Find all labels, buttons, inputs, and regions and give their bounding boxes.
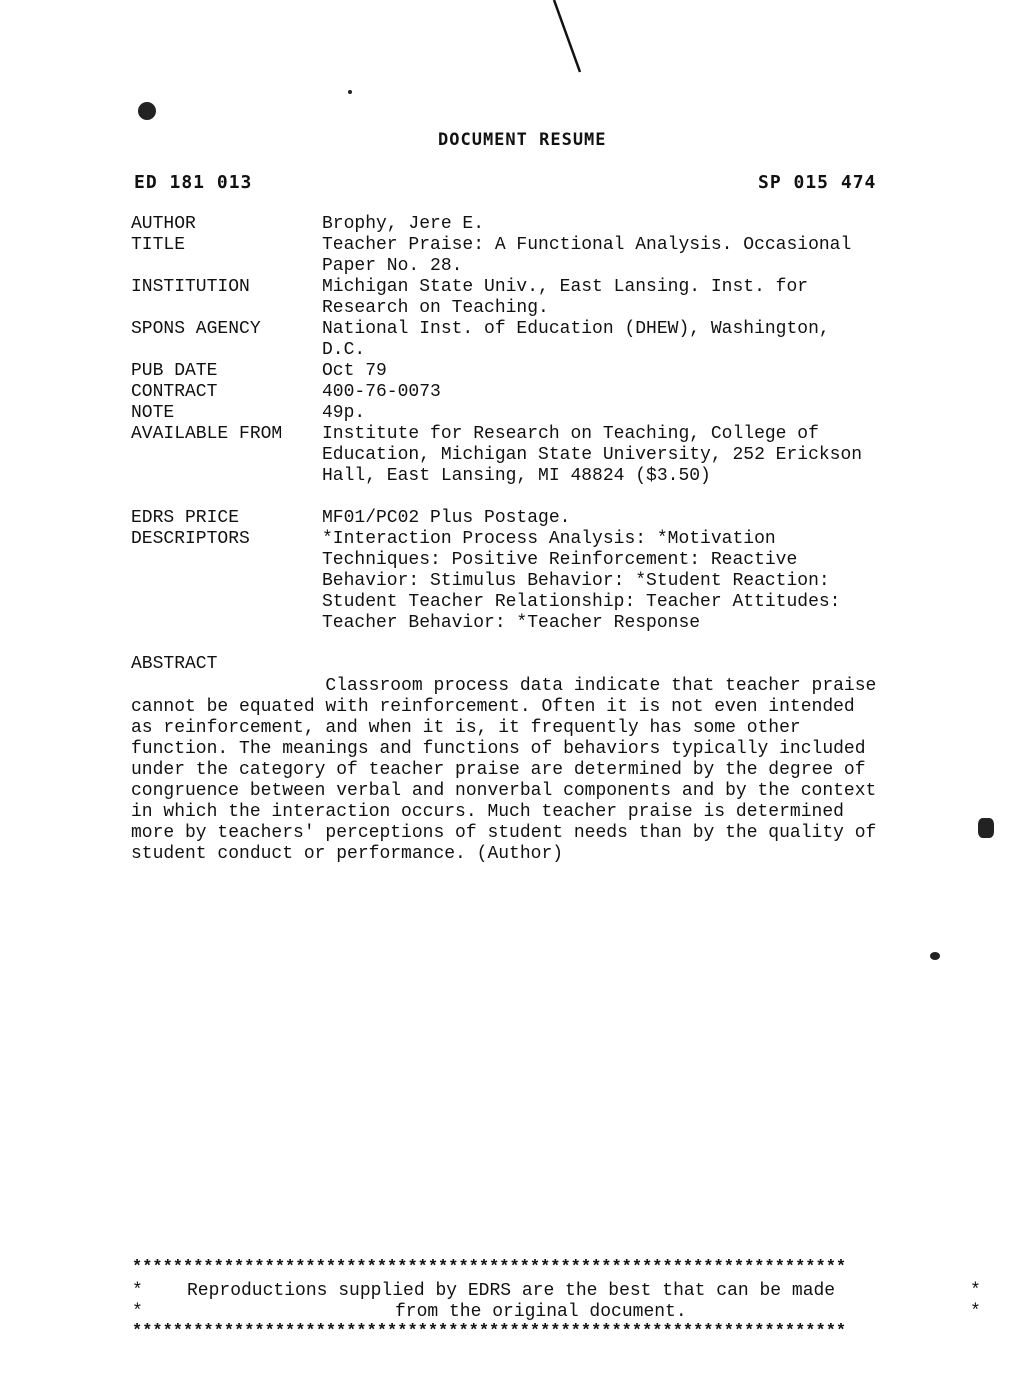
field-value: Techniques: Positive Reinforcement: Reactive [322, 550, 798, 570]
scan-scratch [540, 0, 600, 80]
scan-speck [348, 90, 352, 94]
field-value: 400-76-0073 [322, 382, 441, 402]
ed-number: ED 181 013 [134, 172, 253, 193]
abstract-line: function. The meanings and functions of behaviors typically included [131, 739, 866, 759]
field-value: Paper No. 28. [322, 256, 463, 276]
field-label: TITLE [131, 235, 186, 255]
field-label: INSTITUTION [131, 277, 250, 297]
field-value: MF01/PC02 Plus Postage. [322, 508, 571, 528]
footer-line-1: Reproductions supplied by EDRS are the best that can be made [187, 1281, 836, 1301]
field-label: PUB DATE [131, 361, 218, 381]
field-label: AUTHOR [131, 214, 196, 234]
footer-star-border-top: ********************************************************************** [132, 1258, 847, 1277]
scan-speck [930, 952, 940, 960]
field-value: Behavior: Stimulus Behavior: *Student Reaction: [322, 571, 830, 591]
abstract-line: student conduct or performance. (Author) [131, 844, 564, 864]
field-value: D.C. [322, 340, 366, 360]
field-value: *Interaction Process Analysis: *Motivation [322, 529, 776, 549]
abstract-line: Classroom process data indicate that teacher praise [131, 676, 877, 696]
abstract-line: more by teachers' perceptions of student needs than by the quality of [131, 823, 877, 843]
field-value: Research on Teaching. [322, 298, 549, 318]
field-label: DESCRIPTORS [131, 529, 250, 549]
field-label: NOTE [131, 403, 175, 423]
abstract-line: under the category of teacher praise are determined by the degree of [131, 760, 866, 780]
abstract-body [131, 676, 961, 865]
footer-star-left: * [132, 1281, 143, 1301]
abstract-line: cannot be equated with reinforcement. Often it is not even intended [131, 697, 855, 717]
scan-speck [978, 818, 994, 838]
footer-star-left: * [132, 1302, 143, 1322]
field-value: Education, Michigan State University, 252 Erickson [322, 445, 863, 465]
field-value: 49p. [322, 403, 366, 423]
field-label: SPONS AGENCY [131, 319, 261, 339]
abstract-line: congruence between verbal and nonverbal components and by the context [131, 781, 877, 801]
field-value: National Inst. of Education (DHEW), Washington, [322, 319, 830, 339]
field-value: Institute for Research on Teaching, College of [322, 424, 819, 444]
field-label: CONTRACT [131, 382, 218, 402]
abstract-label: ABSTRACT [131, 654, 218, 674]
scan-speck [138, 102, 156, 120]
field-value: Hall, East Lansing, MI 48824 ($3.50) [322, 466, 711, 486]
field-value: Teacher Behavior: *Teacher Response [322, 613, 701, 633]
field-value: Teacher Praise: A Functional Analysis. Occasional [322, 235, 852, 255]
field-value: Brophy, Jere E. [322, 214, 485, 234]
footer-star-right: * [970, 1302, 981, 1322]
abstract-line: in which the interaction occurs. Much teacher praise is determined [131, 802, 844, 822]
document-title: DOCUMENT RESUME [438, 130, 607, 150]
field-value: Michigan State Univ., East Lansing. Inst. for [322, 277, 809, 297]
field-value: Oct 79 [322, 361, 387, 381]
field-label: EDRS PRICE [131, 508, 240, 528]
footer-star-border-bottom: ********************************************************************** [132, 1322, 847, 1341]
field-value: Student Teacher Relationship: Teacher Attitudes: [322, 592, 841, 612]
sp-number: SP 015 474 [758, 172, 877, 193]
field-label: AVAILABLE FROM [131, 424, 283, 444]
abstract-line: as reinforcement, and when it is, it frequently has some other [131, 718, 801, 738]
footer-star-right: * [970, 1281, 981, 1301]
footer-line-2: from the original document. [395, 1302, 687, 1322]
